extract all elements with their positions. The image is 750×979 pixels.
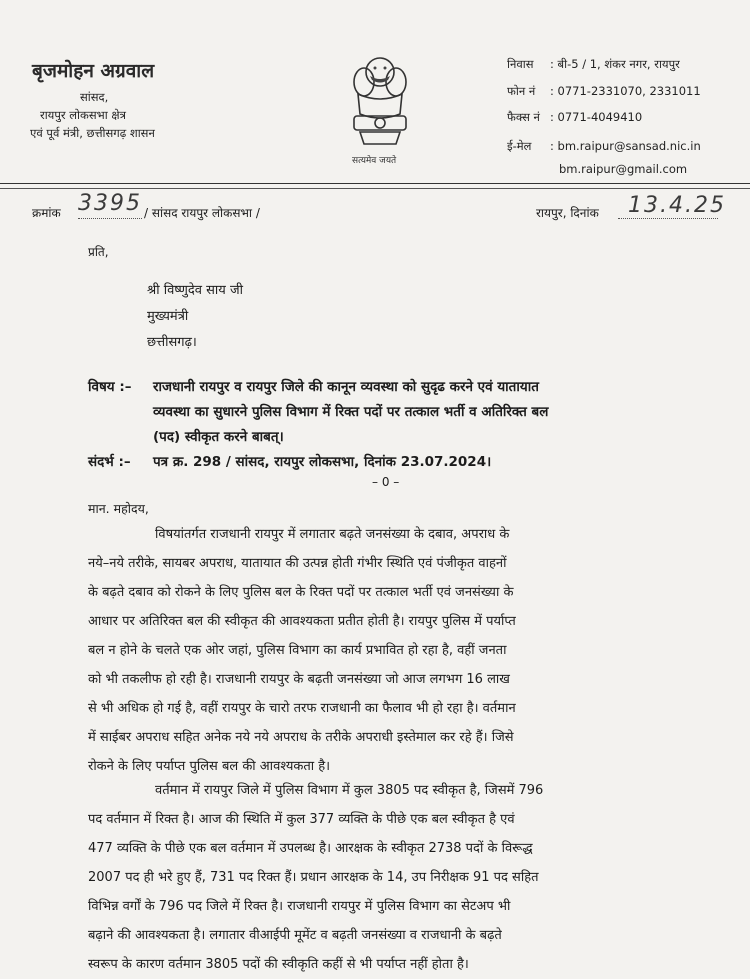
reference-label: संदर्भ :–: [88, 454, 131, 470]
para1-line: विषयांतर्गत राजधानी रायपुर में लगातार बढ़ते जनसंख्या के दबाव, अपराध के: [155, 527, 510, 542]
separator: – 0 –: [372, 475, 400, 489]
para2-line: स्वरूप के कारण वर्तमान 3805 पदों की स्वीकृति कहीं से भी पर्याप्त नहीं होता है।: [88, 957, 469, 972]
prati-label: प्रति,: [88, 245, 109, 259]
place-date-label: रायपुर, दिनांक: [536, 206, 599, 220]
para1-line: बल न होने के चलते एक ओर जहां, पुलिस विभाग का कार्य प्रभावित हो रहा है, वहीं जनता: [88, 643, 507, 658]
para1-line: रोकने के लिए पर्याप्त पुलिस बल की आवश्यकता है।: [88, 759, 331, 774]
number-underline: [78, 218, 142, 219]
emblem-motto: सत्यमेव जयते: [352, 156, 397, 166]
contact-label-residence: निवास: [507, 57, 534, 71]
sender-former-post: एवं पूर्व मंत्री, छत्तीसगढ़ शासन: [30, 126, 155, 140]
para2-line: 2007 पद ही भरे हुए हैं, 731 पद रिक्त हैं। प्रधान आरक्षक के 14, उप निरीक्षक 91 पद सहित: [88, 870, 539, 885]
para2-line: बढ़ाने की आवश्यकता है। लगातार वीआईपी मूमेंट व बढ़ती जनसंख्या व राजधानी के बढ़ते: [88, 928, 502, 943]
letterhead-rule-thin: [0, 188, 750, 189]
sender-designation: सांसद,: [80, 90, 109, 104]
para1-line: नये–नये तरीके, सायबर अपराध, यातायात की उत्पन्न होती गंभीर स्थिति एवं पंजीकृत वाहनों: [88, 556, 507, 571]
salutation: मान. महोदय,: [88, 501, 149, 516]
para2-line: वर्तमान में रायपुर जिले में पुलिस विभाग में कुल 3805 पद स्वीकृत है, जिसमें 796: [155, 783, 544, 798]
subject-line-2: व्यवस्था का सुधारने पुलिस विभाग में रिक्त पदों पर तत्काल भर्ती व अतिरिक्त बल: [153, 404, 549, 420]
para1-line: के बढ़ते दबाव को रोकने के लिए पुलिस बल के रिक्त पदों पर तत्काल भर्ती एवं जनसंख्या के: [88, 585, 514, 600]
recipient-state: छत्तीसगढ़।: [147, 335, 197, 350]
subject-label: विषय :–: [88, 379, 132, 395]
date-underline: [618, 218, 718, 219]
contact-label-email: ई-मेल: [507, 139, 532, 153]
para1-line: में साईबर अपराध सहित अनेक नये नये अपराध के तरीके अपराधी इस्तेमाल कर रहे हैं। जिसे: [88, 730, 514, 745]
contact-label-fax: फैक्स नं: [507, 110, 540, 124]
subject-line-1: राजधानी रायपुर व रायपुर जिले की कानून व्यवस्था को सुदृढ करने एवं यातायात: [153, 379, 539, 395]
contact-value-email: : bm.raipur@sansad.nic.in: [550, 139, 701, 153]
contact-value-phone: : 0771-2331070, 2331011: [550, 84, 701, 98]
letter-office-suffix: / सांसद रायपुर लोकसभा /: [144, 206, 260, 220]
paragraph-2: [88, 776, 730, 979]
letter-number: 3395: [78, 191, 142, 216]
para2-line: पद वर्तमान में रिक्त है। आज की स्थिति में कुल 377 व्यक्ति के पीछे एक बल स्वीकृत है एवं: [88, 812, 515, 827]
recipient-name: श्री विष्णुदेव साय जी: [147, 283, 243, 298]
subject-line-3: (पद) स्वीकृत करने बाबत्।: [153, 429, 284, 445]
letterhead-rule: [0, 183, 750, 184]
national-emblem-icon: [340, 52, 420, 164]
contact-label-phone: फोन नं: [507, 84, 536, 98]
para1-line: से भी अधिक हो गई है, वहीं रायपुर के चारो तरफ राजधानी का फैलाव भी हो रहा है। वर्तमान: [88, 701, 516, 716]
contact-value-fax: : 0771-4049410: [550, 110, 643, 124]
para1-line: को भी तकलीफ हो रही है। राजधानी रायपुर के बढ़ती जनसंख्या जो आज लगभग 16 लाख: [88, 672, 510, 687]
reference-text: पत्र क्र. 298 / सांसद, रायपुर लोकसभा, दिनांक 23.07.2024।: [153, 454, 492, 470]
para1-line: आधार पर अतिरिक्त बल की स्वीकृत की आवश्यकता प्रतीत होती है। रायपुर पुलिस में पर्याप्त: [88, 614, 516, 629]
sender-name: बृजमोहन अग्रवाल: [32, 60, 155, 82]
para2-line: विभिन्न वर्गों के 796 पद जिले में रिक्त है। राजधानी रायपुर में पुलिस विभाग का सेटअप भी: [88, 899, 511, 914]
recipient-title: मुख्यमंत्री: [147, 309, 189, 324]
para2-line: 477 व्यक्ति के पीछे एक बल वर्तमान में उपलब्ध है। आरक्षक के स्वीकृत 2738 पदों के विरूद्ध: [88, 841, 533, 856]
kramank-label: क्रमांक: [32, 206, 61, 220]
sender-constituency: रायपुर लोकसभा क्षेत्र: [40, 108, 126, 122]
contact-value-email-2: bm.raipur@gmail.com: [559, 162, 688, 176]
paragraph-1: [88, 520, 730, 781]
letter-date: 13.4.25: [628, 193, 726, 218]
contact-value-residence: : बी-5 / 1, शंकर नगर, रायपुर: [550, 57, 680, 71]
